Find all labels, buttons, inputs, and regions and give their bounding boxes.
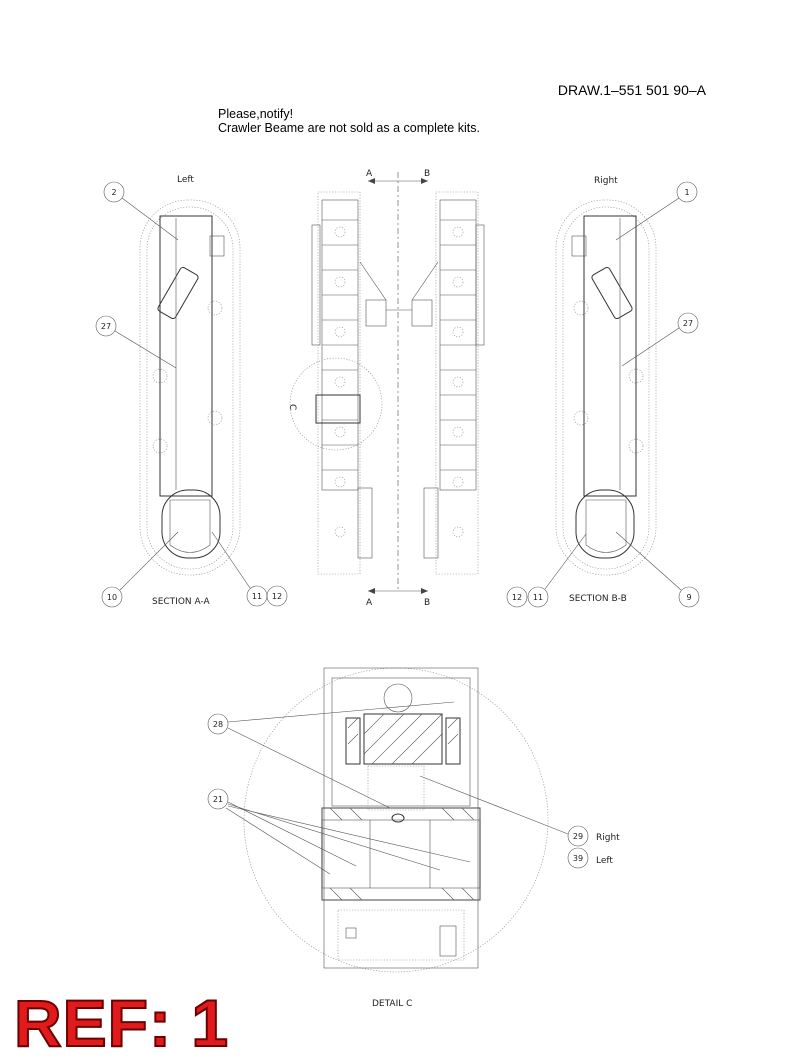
callout-10: 10 xyxy=(106,593,118,602)
detail-c-marker: C xyxy=(287,404,297,411)
cut-a-top: A xyxy=(366,169,373,179)
notice-line-1: Please,notify! xyxy=(218,107,294,121)
callout-27-left: 27 xyxy=(100,322,112,331)
cut-b-bottom: B xyxy=(424,598,431,608)
detail-right-label: Right xyxy=(596,833,620,843)
callout-1: 1 xyxy=(684,188,690,197)
callout-29: 29 xyxy=(572,832,584,841)
detail-c-caption: DETAIL C xyxy=(372,999,413,1009)
center-crawler-view xyxy=(287,169,484,608)
right-crawler-view xyxy=(507,176,699,607)
callout-2: 2 xyxy=(111,188,117,197)
cut-a-bottom: A xyxy=(366,598,373,608)
callout-9: 9 xyxy=(686,593,692,602)
notice-line-2: Crawler Beame are not sold as a complete kits. xyxy=(218,121,480,135)
left-crawler-view xyxy=(96,175,287,607)
ref-stamp: REF: 1 xyxy=(14,986,230,1060)
callout-21: 21 xyxy=(212,795,224,804)
left-view-title: Left xyxy=(177,175,194,185)
detail-c-view xyxy=(208,668,620,1009)
section-aa-label: SECTION A-A xyxy=(152,597,210,607)
callout-12-left: 12 xyxy=(271,592,283,601)
callout-27-right: 27 xyxy=(682,319,694,328)
callout-11-left: 11 xyxy=(251,592,263,601)
callout-11-right: 11 xyxy=(532,593,544,602)
right-view-title: Right xyxy=(594,176,618,186)
callout-39: 39 xyxy=(572,854,584,863)
drawing-number: DRAW.1–551 501 90–A xyxy=(557,82,706,98)
callout-28: 28 xyxy=(212,720,224,729)
cut-b-top: B xyxy=(424,169,431,179)
section-bb-label: SECTION B-B xyxy=(569,594,627,604)
detail-left-label: Left xyxy=(596,856,613,866)
callout-12-right: 12 xyxy=(511,593,523,602)
